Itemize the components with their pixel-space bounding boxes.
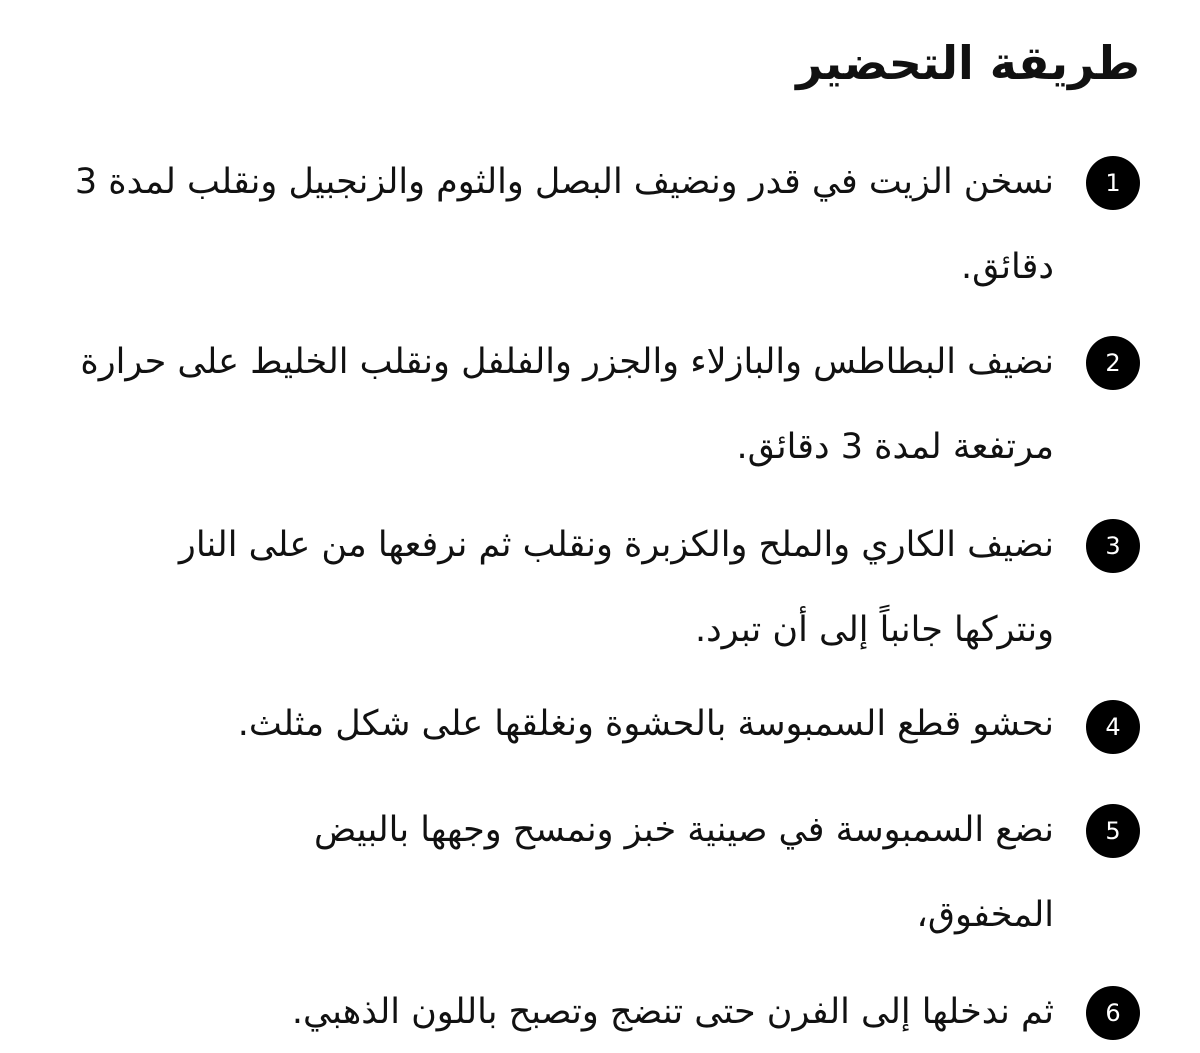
page-title: طريقة التحضير bbox=[796, 36, 1140, 90]
step-text: نحشو قطع السمبوسة بالحشوة ونغلقها على شكل مثلث. bbox=[237, 704, 1054, 744]
step-number-badge: 2 bbox=[1086, 336, 1140, 390]
step-text: ثم ندخلها إلى الفرن حتى تنضج وتصبح باللون الذهبي. bbox=[291, 992, 1054, 1032]
step-number-badge: 4 bbox=[1086, 700, 1140, 754]
step-number-badge: 3 bbox=[1086, 519, 1140, 573]
step-text: نضع السمبوسة في صينية خبز ونمسح وجهها بالبيض المخفوق، bbox=[314, 810, 1054, 935]
step-text: نضيف البطاطس والبازلاء والجزر والفلفل ونقلب الخليط على حرارة مرتفعة لمدة 3 دقائق. bbox=[80, 342, 1054, 467]
step-number-badge: 1 bbox=[1086, 156, 1140, 210]
step-text: نسخن الزيت في قدر ونضيف البصل والثوم والزنجبيل ونقلب لمدة 3 دقائق. bbox=[74, 162, 1054, 287]
step-number-badge: 5 bbox=[1086, 804, 1140, 858]
step-text: نضيف الكاري والملح والكزبرة ونقلب ثم نرفعها من على النار ونتركها جانباً إلى أن تبرد. bbox=[178, 525, 1054, 650]
step-number-badge: 6 bbox=[1086, 986, 1140, 1040]
